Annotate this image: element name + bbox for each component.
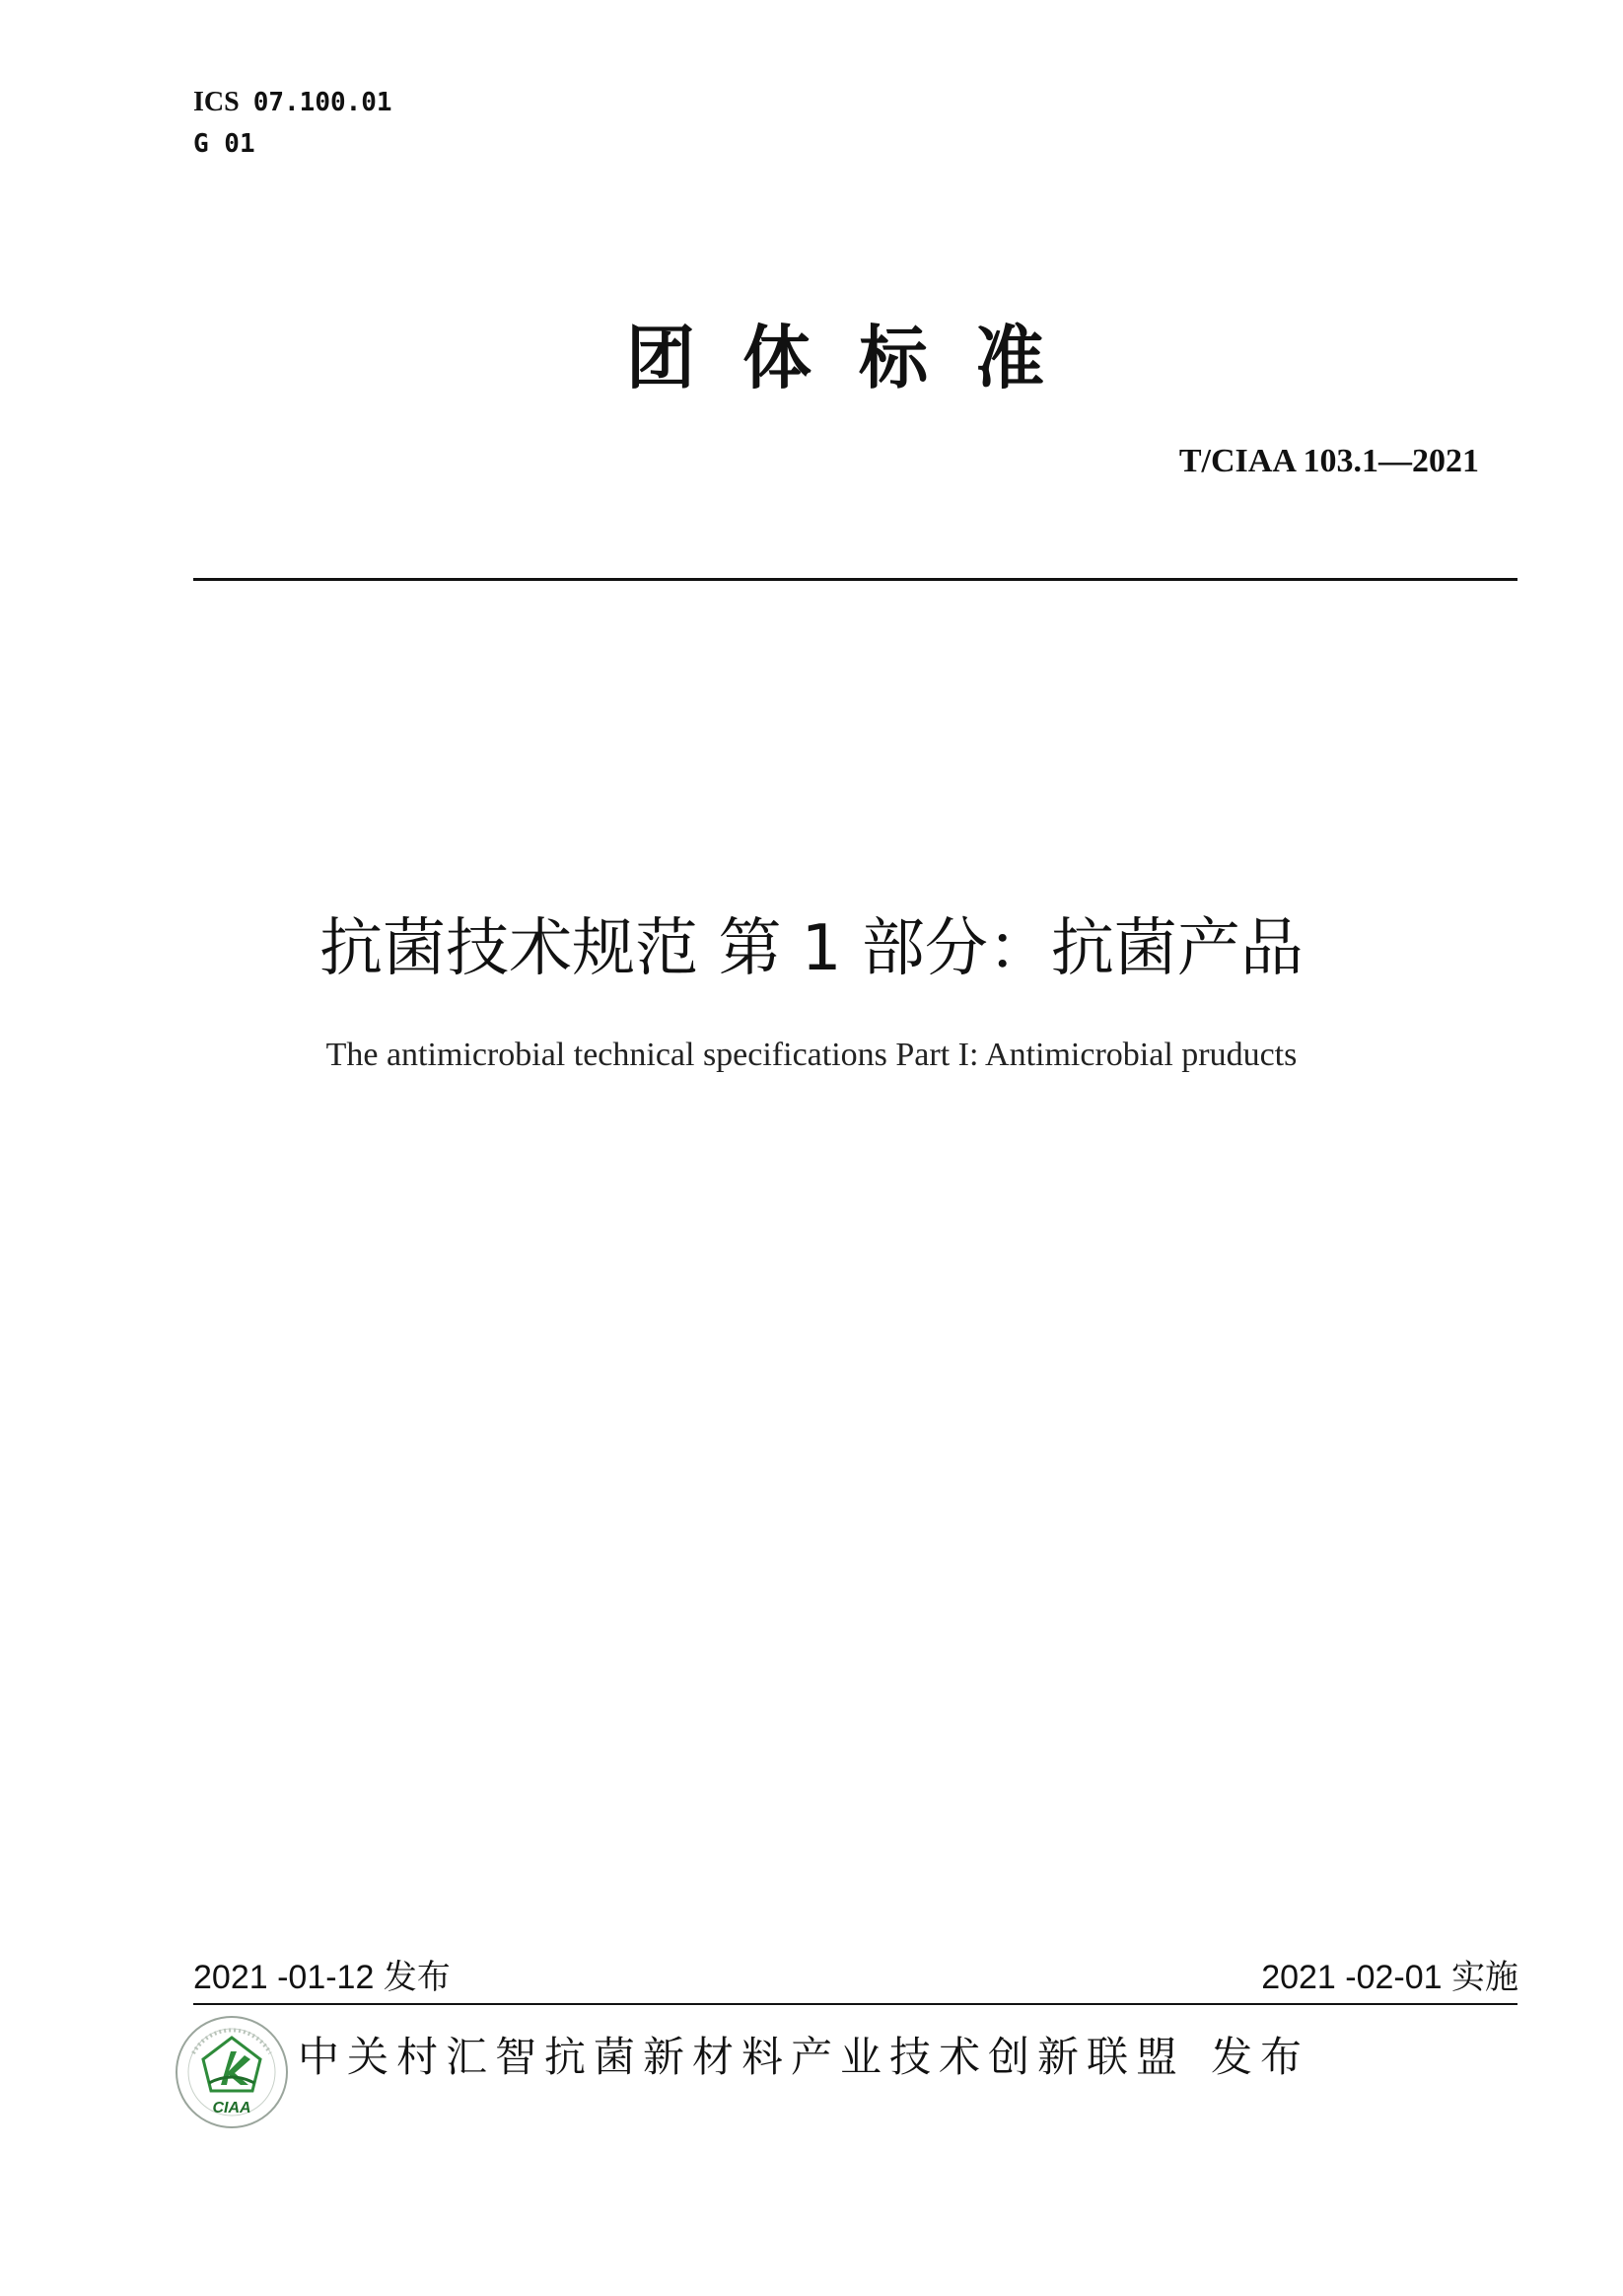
publisher-name: 中关村汇智抗菌新材料产业技术创新联盟 xyxy=(298,2033,1186,2081)
standard-number: T/CIAA 103.1—2021 xyxy=(1178,443,1479,479)
ciaa-logo xyxy=(174,2014,290,2130)
implementation-date: 2021 -02-01 实施 xyxy=(1261,1959,1518,1996)
ccs-code-value: G 01 xyxy=(193,129,255,159)
ics-label: ICS xyxy=(193,87,240,117)
ccs-code xyxy=(193,124,255,164)
issue-date: 2021 -01-12 发布 xyxy=(193,1959,451,1996)
document-title-english: The antimicrobial technical specifications Part I: Antimicrobial pruducts xyxy=(325,1037,1298,1073)
footer-divider xyxy=(193,2003,1517,2005)
ics-code-line xyxy=(193,83,392,122)
ics-code: 07.100.01 xyxy=(252,88,392,117)
standard-kind: 团体标准 xyxy=(626,317,1092,398)
ciaa-logo-text: CIAA xyxy=(212,2100,251,2117)
publisher-line xyxy=(298,2030,1309,2085)
header-divider xyxy=(193,578,1517,581)
document-title-chinese: 抗菌技术规范 第 1 部分：抗菌产品 xyxy=(319,912,1304,985)
publisher-action: 发布 xyxy=(1211,2033,1310,2081)
